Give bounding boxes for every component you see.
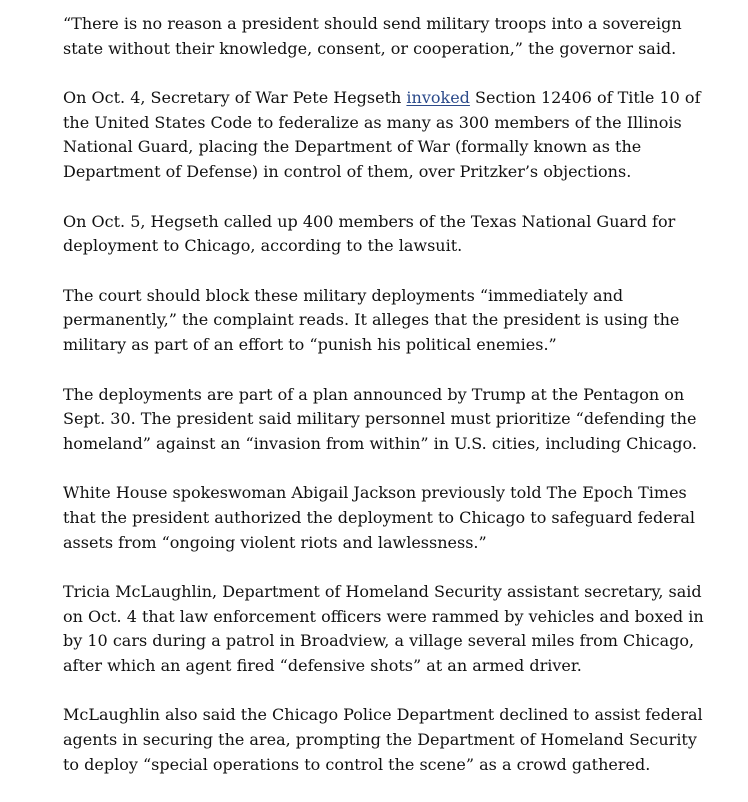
paragraph-text-before-link: On Oct. 4, Secretary of War Pete Hegseth	[63, 88, 407, 108]
article-body	[63, 12, 713, 802]
paragraph-governor-quote: “There is no reason a president should send military troops into a sovereign state without their knowledge, consent, or cooperation,” the governor said.	[63, 14, 682, 58]
paragraph-text-after-link: Section 12406 of Title 10 of the United States Code to federalize as many as 300 members of the Illinois National Guard, placing the Department of War (formally known as the Department of Defense) in control of them, over Pritzker’s objections.	[63, 88, 701, 181]
invoked-link[interactable]: invoked	[406, 88, 470, 108]
paragraph-hegseth-invoked	[63, 86, 713, 184]
paragraph-mclaughlin-oct4: Tricia McLaughlin, Department of Homeland Security assistant secretary, said on Oct. 4 that law enforcement officers were rammed by vehicles and boxed in by 10 cars during a patrol in Broadview, a village several miles from Chicago, after which an agent fired “defensive shots” at an armed driver.	[63, 582, 704, 675]
paragraph-court-block: The court should block these military deployments “immediately and permanently,” the complaint reads. It alleges that the president is using the military as part of an effort to “punish his political enemies.”	[63, 285, 680, 354]
paragraph-mclaughlin-police: McLaughlin also said the Chicago Police Department declined to assist federal agents in securing the area, prompting the Department of Homeland Security to deploy “special operations to control the scene” as a crowd gathered.	[63, 705, 703, 774]
paragraph-white-house: White House spokeswoman Abigail Jackson previously told The Epoch Times that the president authorized the deployment to Chicago to safeguard federal assets from “ongoing violent riots and lawlessness.”	[63, 483, 696, 552]
paragraph-pentagon-plan: The deployments are part of a plan announced by Trump at the Pentagon on Sept. 30. The president said military personnel must prioritize “defending the homeland” against an “invasion from within” in U.S. cities, including Chicago.	[63, 384, 697, 453]
paragraph-texas-guard: On Oct. 5, Hegseth called up 400 members of the Texas National Guard for deployment to Chicago, according to the lawsuit.	[63, 211, 676, 256]
